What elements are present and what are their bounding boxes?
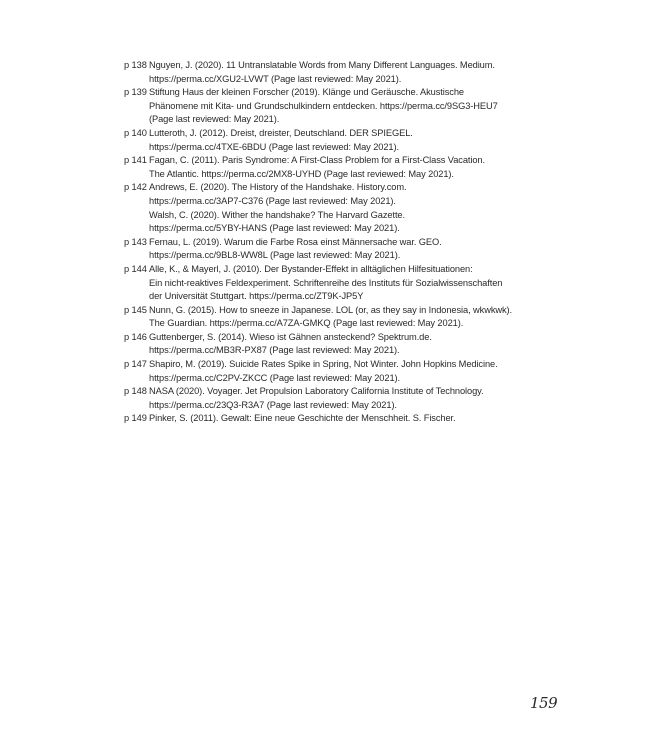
reference-entry: [124, 154, 544, 181]
reference-text: [149, 154, 544, 181]
reference-text: [149, 385, 544, 412]
reference-page-label: p 141: [124, 155, 147, 166]
reference-line: https://perma.cc/5YBY-HANS (Page last reviewed: May 2021).: [149, 223, 400, 234]
reference-text: [149, 59, 544, 86]
reference-page-label: p 143: [124, 236, 147, 247]
reference-text: [149, 331, 544, 358]
reference-entry: [124, 86, 544, 127]
reference-page-label: p 149: [124, 413, 147, 424]
reference-line: Ein nicht-reaktives Feldexperiment. Schriftenreihe des Instituts für Sozialwissenschaften: [149, 277, 503, 288]
reference-line: Fagan, C. (2011). Paris Syndrome: A First-Class Problem for a First-Class Vacation.: [149, 155, 485, 166]
reference-line: Fernau, L. (2019). Warum die Farbe Rosa einst Männersache war. GEO.: [149, 236, 442, 247]
reference-line: Pinker, S. (2011). Gewalt: Eine neue Geschichte der Menschheit. S. Fischer.: [149, 413, 456, 424]
reference-line: https://perma.cc/9BL8-WW8L (Page last reviewed: May 2021).: [149, 250, 401, 261]
reference-text: [149, 358, 544, 385]
reference-text: [149, 263, 544, 304]
reference-line: Alle, K., & Mayerl, J. (2010). Der Bystander-Effekt in alltäglichen Hilfesituationen:: [149, 263, 473, 274]
reference-text: [149, 86, 544, 127]
reference-entry: [124, 331, 544, 358]
reference-page-label: p 148: [124, 386, 147, 397]
reference-line: https://perma.cc/MB3R-PX87 (Page last reviewed: May 2021).: [149, 345, 400, 356]
reference-page-label: p 138: [124, 60, 147, 70]
reference-page-label: p 146: [124, 331, 147, 342]
reference-entry: [124, 304, 544, 331]
reference-page-label: p 144: [124, 263, 147, 274]
reference-page-label: p 142: [124, 182, 147, 193]
reference-line: Andrews, E. (2020). The History of the Handshake. History.com.: [149, 182, 407, 193]
reference-line: The Atlantic. https://perma.cc/2MX8-UYHD (Page last reviewed: May 2021).: [149, 168, 454, 179]
reference-entry: [124, 59, 544, 86]
reference-line: https://perma.cc/23Q3-R3A7 (Page last reviewed: May 2021).: [149, 399, 397, 410]
page-number: 159: [530, 694, 558, 712]
reference-line: https://perma.cc/4TXE-6BDU (Page last reviewed: May 2021).: [149, 141, 399, 152]
reference-entry: [124, 127, 544, 154]
reference-entry: [124, 263, 544, 304]
reference-line: Guttenberger, S. (2014). Wieso ist Gähnen ansteckend? Spektrum.de.: [149, 331, 432, 342]
reference-page-label: p 145: [124, 304, 147, 315]
reference-line: https://perma.cc/C2PV-ZKCC (Page last reviewed: May 2021).: [149, 372, 400, 383]
reference-line: der Universität Stuttgart. https://perma.cc/ZT9K-JP5Y: [149, 291, 364, 302]
reference-line: Phänomene mit Kita- und Grundschulkindern entdecken. https://perma.cc/9SG3-HEU7: [149, 100, 498, 111]
reference-entry: [124, 412, 544, 426]
reference-page-label: p 140: [124, 127, 147, 138]
reference-line: Nguyen, J. (2020). 11 Untranslatable Words from Many Different Languages. Medium.: [149, 60, 495, 70]
reference-line: NASA (2020). Voyager. Jet Propulsion Laboratory California Institute of Technology.: [149, 386, 484, 397]
reference-line: Walsh, C. (2020). Wither the handshake? The Harvard Gazette.: [149, 209, 405, 220]
reference-text: [149, 181, 544, 235]
reference-line: (Page last reviewed: May 2021).: [149, 114, 280, 125]
reference-line: https://perma.cc/XGU2-LVWT (Page last reviewed: May 2021).: [149, 73, 402, 84]
reference-line: Nunn, G. (2015). How to sneeze in Japanese. LOL (or, as they say in Indonesia, wkwkwk).: [149, 304, 513, 315]
reference-text: [149, 412, 544, 426]
reference-page-label: p 139: [124, 87, 147, 98]
reference-page-label: p 147: [124, 359, 147, 370]
reference-line: Shapiro, M. (2019). Suicide Rates Spike in Spring, Not Winter. John Hopkins Medicine.: [149, 359, 498, 370]
reference-list: [124, 59, 544, 426]
reference-entry: [124, 236, 544, 263]
reference-entry: [124, 358, 544, 385]
reference-entry: [124, 385, 544, 412]
reference-text: [149, 236, 544, 263]
reference-line: Stiftung Haus der kleinen Forscher (2019). Klänge und Geräusche. Akustische: [149, 87, 464, 98]
reference-line: Lutteroth, J. (2012). Dreist, dreister, Deutschland. DER SPIEGEL.: [149, 127, 413, 138]
reference-text: [149, 304, 544, 331]
reference-text: [149, 127, 544, 154]
reference-line: https://perma.cc/3AP7-C376 (Page last reviewed: May 2021).: [149, 195, 396, 206]
reference-line: The Guardian. https://perma.cc/A7ZA-GMKQ (Page last reviewed: May 2021).: [149, 318, 464, 329]
reference-entry: [124, 181, 544, 235]
